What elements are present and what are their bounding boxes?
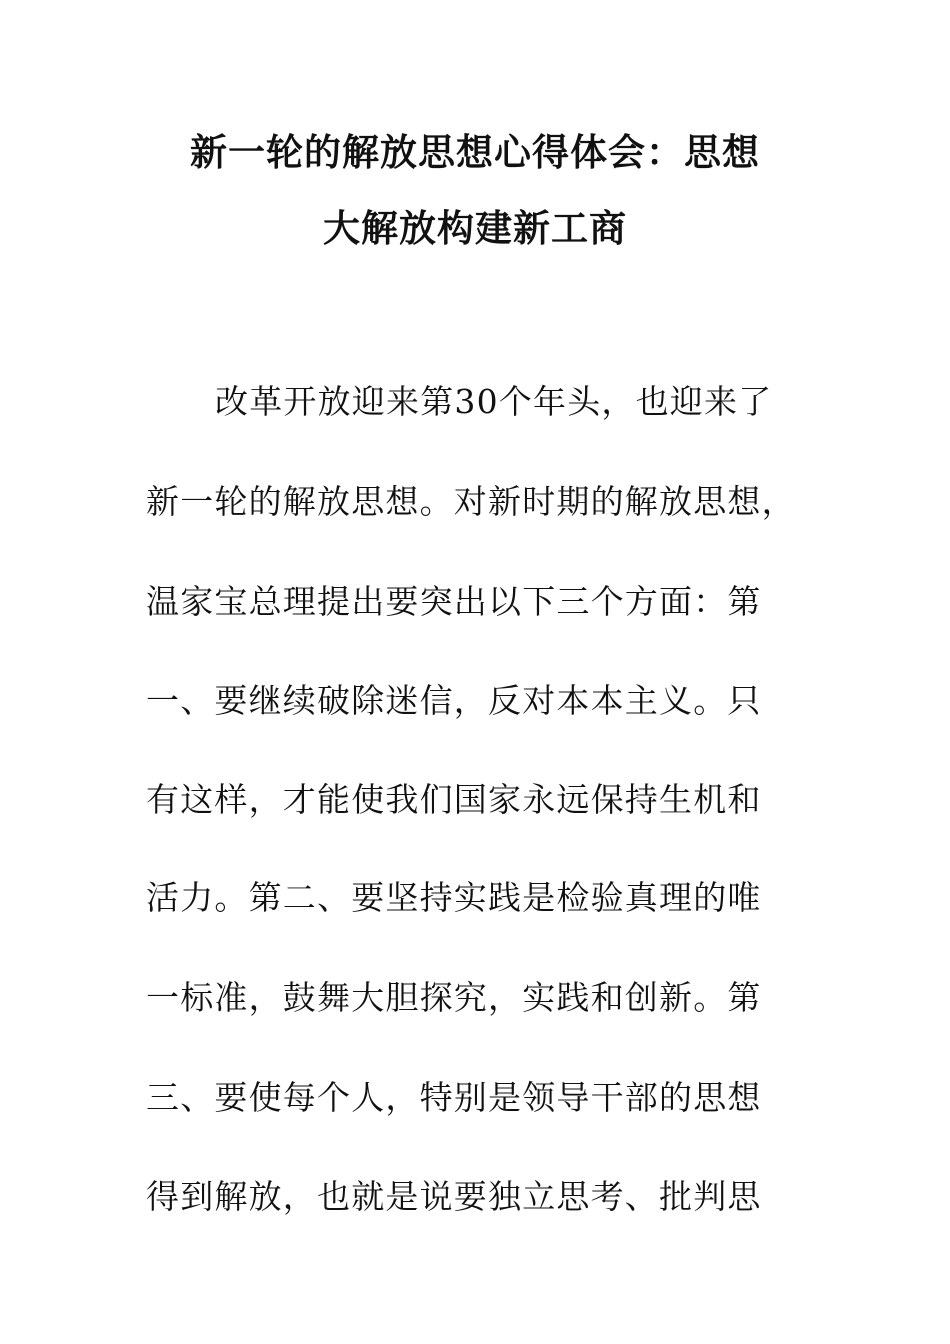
paragraph-line-8: 三、要使每个人，特别是领导干部的思想 [146,1078,762,1117]
paragraph-line-3: 温家宝总理提出要突出以下三个方面：第 [146,582,762,621]
document-title-line-2: 大解放构建新工商 [323,206,627,250]
paragraph-line-2: 新一轮的解放思想。对新时期的解放思想， [146,482,796,521]
paragraph-line-9: 得到解放，也就是说要独立思考、批判思 [146,1177,762,1216]
paragraph-line-6: 活力。第二、要坚持实践是检验真理的唯 [146,878,762,917]
paragraph-line-1: 改革开放迎来第30个年头，也迎来了 [215,382,773,421]
document-title-line-1: 新一轮的解放思想心得体会：思想 [190,130,760,174]
paragraph-line-5: 有这样，才能使我们国家永远保持生机和 [146,780,762,819]
paragraph-line-7: 一标准，鼓舞大胆探究，实践和创新。第 [146,978,762,1017]
paragraph-line-4: 一、要继续破除迷信，反对本本主义。只 [146,681,762,720]
